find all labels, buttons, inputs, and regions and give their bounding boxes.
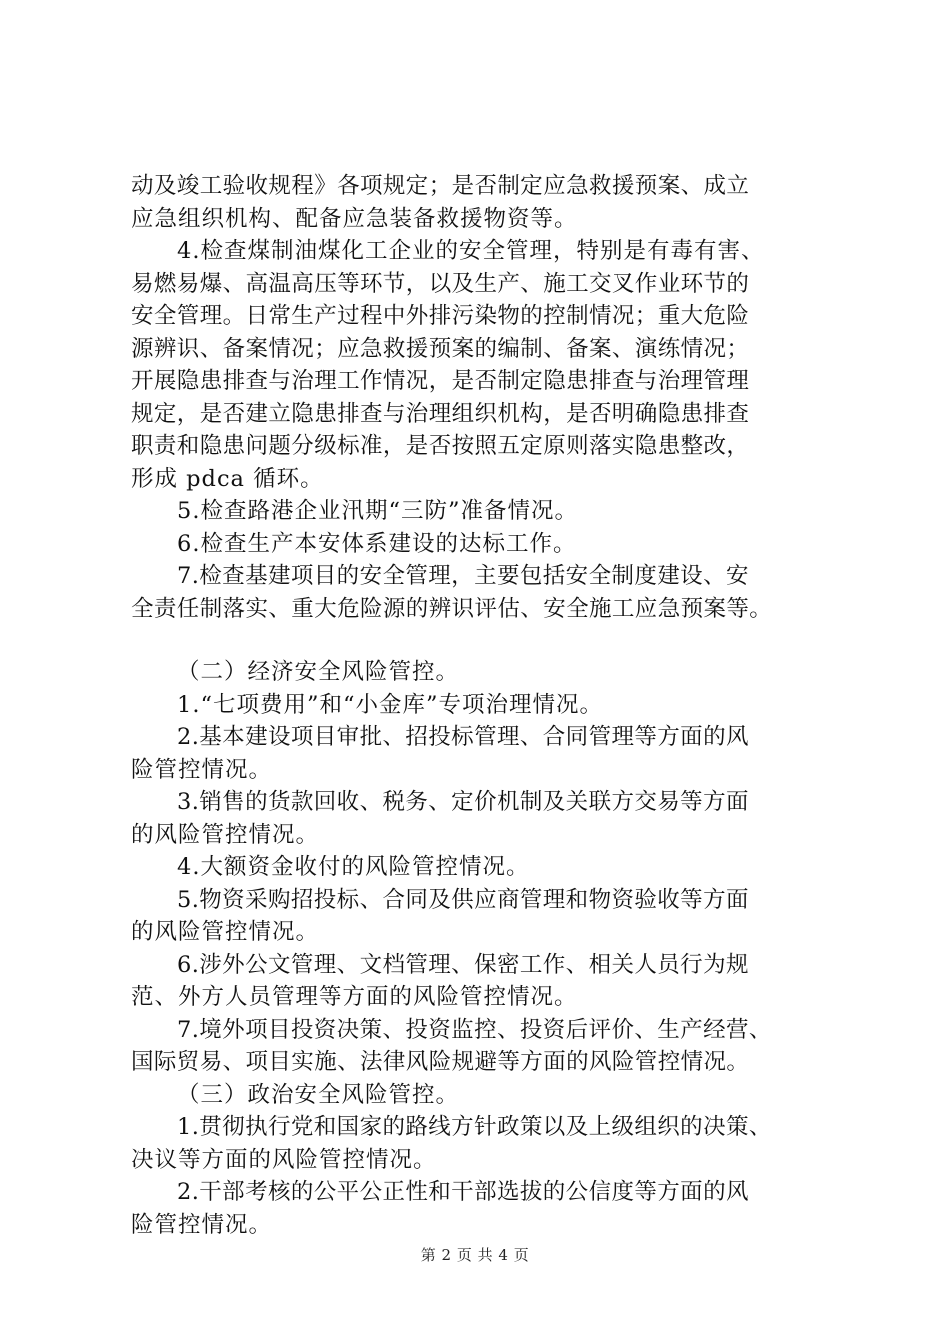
list-item-heading: 7.境外项目投资决策、投资监控、投资后评价、生产经营、: [177, 1016, 772, 1043]
text-line: 决议等方面的风险管控情况。: [131, 1146, 437, 1173]
list-item-heading: 1.贯彻执行党和国家的路线方针政策以及上级组织的决策、: [177, 1114, 772, 1140]
text-line: 职责和隐患问题分级标准，是否按照五定原则落实隐患整改，: [131, 433, 750, 459]
list-item-heading: 5.物资采购招投标、合同及供应商管理和物资验收等方面: [177, 886, 749, 913]
list-item: 6.检查生产本安体系建设的达标工作。: [177, 530, 577, 557]
text-line: 国际贸易、项目实施、法律风险规避等方面的风险管控情况。: [131, 1049, 750, 1075]
list-item-heading: 2.基本建设项目审批、招投标管理、合同管理等方面的风: [177, 724, 749, 750]
paragraph-gap: [131, 625, 855, 656]
text-line: 范、外方人员管理等方面的风险管控情况。: [131, 984, 578, 1010]
section-heading: （三）政治安全风险管控。: [177, 1081, 460, 1108]
list-item-heading: 4.检查煤制油煤化工企业的安全管理，特别是有毒有害、: [177, 238, 765, 264]
list-item: 5.检查路港企业汛期“三防”准备情况。: [177, 498, 578, 524]
text-line: 应急组织机构、配备应急装备救援物资等。: [131, 205, 578, 232]
document-body: [131, 170, 855, 1241]
list-item: 1.“七项费用”和“小金库”专项治理情况。: [177, 691, 603, 718]
text-line: 动及竣工验收规程》各项规定；是否制定应急救援预案、成立: [131, 173, 750, 199]
list-item-heading: 7.检查基建项目的安全管理，主要包括安全制度建设、安: [177, 563, 749, 589]
text-line: 开展隐患排查与治理工作情况，是否制定隐患排查与治理管理: [131, 368, 750, 394]
text-line: 源辨识、备案情况；应急救援预案的编制、备案、演练情况；: [131, 335, 750, 362]
text-line: 规定，是否建立隐患排查与治理组织机构，是否明确隐患排查: [131, 400, 750, 427]
text-line: 险管控情况。: [131, 756, 273, 783]
text-line: 险管控情况。: [131, 1211, 273, 1238]
text-line: 的风险管控情况。: [131, 919, 320, 945]
text-line: 易燃易爆、高温高压等环节，以及生产、施工交叉作业环节的: [131, 270, 750, 297]
page-number-footer: 第 2 页 共 4 页: [420, 1246, 530, 1264]
section-heading: （二）经济安全风险管控。: [177, 659, 460, 685]
text-line: 安全管理。日常生产过程中外排污染物的控制情况；重大危险: [131, 303, 750, 329]
list-item-heading: 2.干部考核的公平公正性和干部选拔的公信度等方面的风: [177, 1179, 749, 1205]
text-line: 形成 pdca 循环。: [131, 465, 324, 492]
list-item: 4.大额资金收付的风险管控情况。: [177, 854, 530, 880]
text-line: 全责任制落实、重大危险源的辨识评估、安全施工应急预案等。: [131, 595, 773, 622]
list-item-heading: 6.涉外公文管理、文档管理、保密工作、相关人员行为规: [177, 951, 749, 978]
text-line: 的风险管控情况。: [131, 821, 320, 848]
list-item-heading: 3.销售的货款回收、税务、定价机制及关联方交易等方面: [177, 789, 749, 815]
